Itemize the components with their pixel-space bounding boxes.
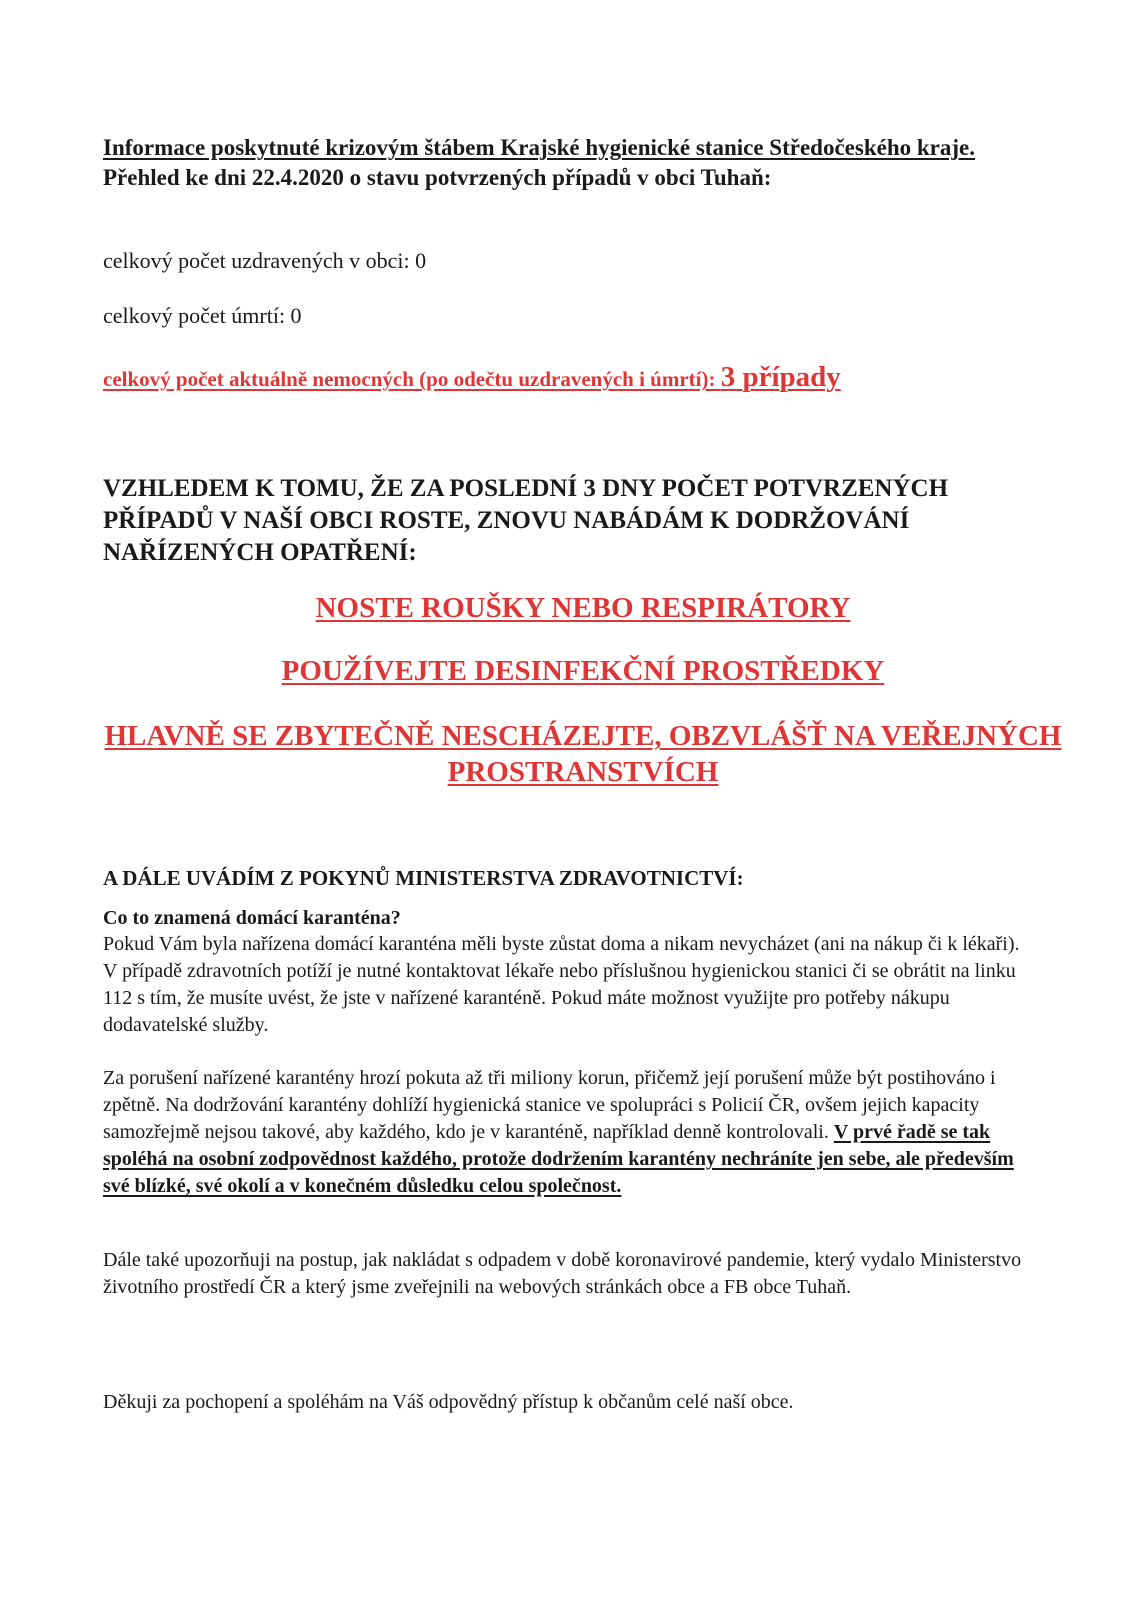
measure-masks: NOSTE ROUŠKY NEBO RESPIRÁTORY [315,592,851,624]
penalty-text: Za porušení nařízené karantény hrozí pokuta až tři miliony korun, přičemž její porušení může být postihováno i zpětně. Na dodržování karantény dohlíží hygienická stanice ve spolupráci s Policií ČR, ovšem jejich kapacity samozřejmě nejsou takové, aby každého, kdo je v karanténě, například denně kontrolovali. [103,1067,996,1143]
deaths-count: celkový počet úmrtí: 0 [103,303,302,328]
active-cases-value: 3 případy [720,361,841,393]
closing-line: Děkuji za pochopení a spoléhám na Váš odpovědný přístup k občanům celé naší obce. [103,1391,794,1413]
active-cases-line [103,361,1028,394]
measure-no-gatherings: HLAVNĚ SE ZBYTEČNĚ NESCHÁZEJTE, OBZVLÁŠŤ NA VEŘEJNÝCH PROSTRANSTVÍCH [104,720,1062,788]
document-title: Informace poskytnuté krizovým štábem Krajské hygienické stanice Středočeského kraje. [103,135,975,160]
warning-heading: VZHLEDEM K TOMU, ŽE ZA POSLEDNÍ 3 DNY POČET POTVRZENÝCH PŘÍPADŮ V NAŠÍ OBCI ROSTE, ZNOVU NABÁDÁM K DODRŽOVÁNÍ NAŘÍZENÝCH OPATŘENÍ: [103,475,949,566]
quarantine-question: Co to znamená domácí karanténa? [103,907,401,929]
responsibility-emphasis: V prvé řadě se tak spoléhá na osobní zodpovědnost každého, protože dodržením karantény nechráníte jen sebe, ale především své blízké, své okolí a v konečném důsledku celou společnost. [103,1121,1014,1197]
waste-paragraph: Dále také upozorňuji na postup, jak nakládat s odpadem v době koronavirové pandemie, který vydalo Ministerstvo životního prostředí ČR a který jsme zveřejnili na webových stránkách obce a FB obce Tuhaň. [103,1249,1022,1298]
recovered-count: celkový počet uzdravených v obci: 0 [103,248,427,273]
quarantine-paragraph: Pokud Vám byla nařízena domácí karanténa měli byste zůstat doma a nikam nevycházet (ani na nákup či k lékaři). V případě zdravotních potíží je nutné kontaktovat lékaře nebo příslušnou hygienickou stanici či se obrátit na linku 112 s tím, že musíte uvést, že jste v nařízené karanténě. Pokud máte možnost využijte pro potřeby nákupu dodavatelské služby. [103,933,1020,1036]
penalty-paragraph [103,1065,1038,1200]
overview-line: Přehled ke dni 22.4.2020 o stavu potvrzených případů v obci Tuhaň: [103,165,772,190]
active-cases-label: celkový počet aktuálně nemocných (po odečtu uzdravených i úmrtí): [103,367,716,391]
intro-block [103,133,1028,193]
ministry-heading: A DÁLE UVÁDÍM Z POKYNŮ MINISTERSTVA ZDRAVOTNICTVÍ: [103,866,744,890]
measure-disinfection: POUŽÍVEJTE DESINFEKČNÍ PROSTŘEDKY [281,655,885,687]
